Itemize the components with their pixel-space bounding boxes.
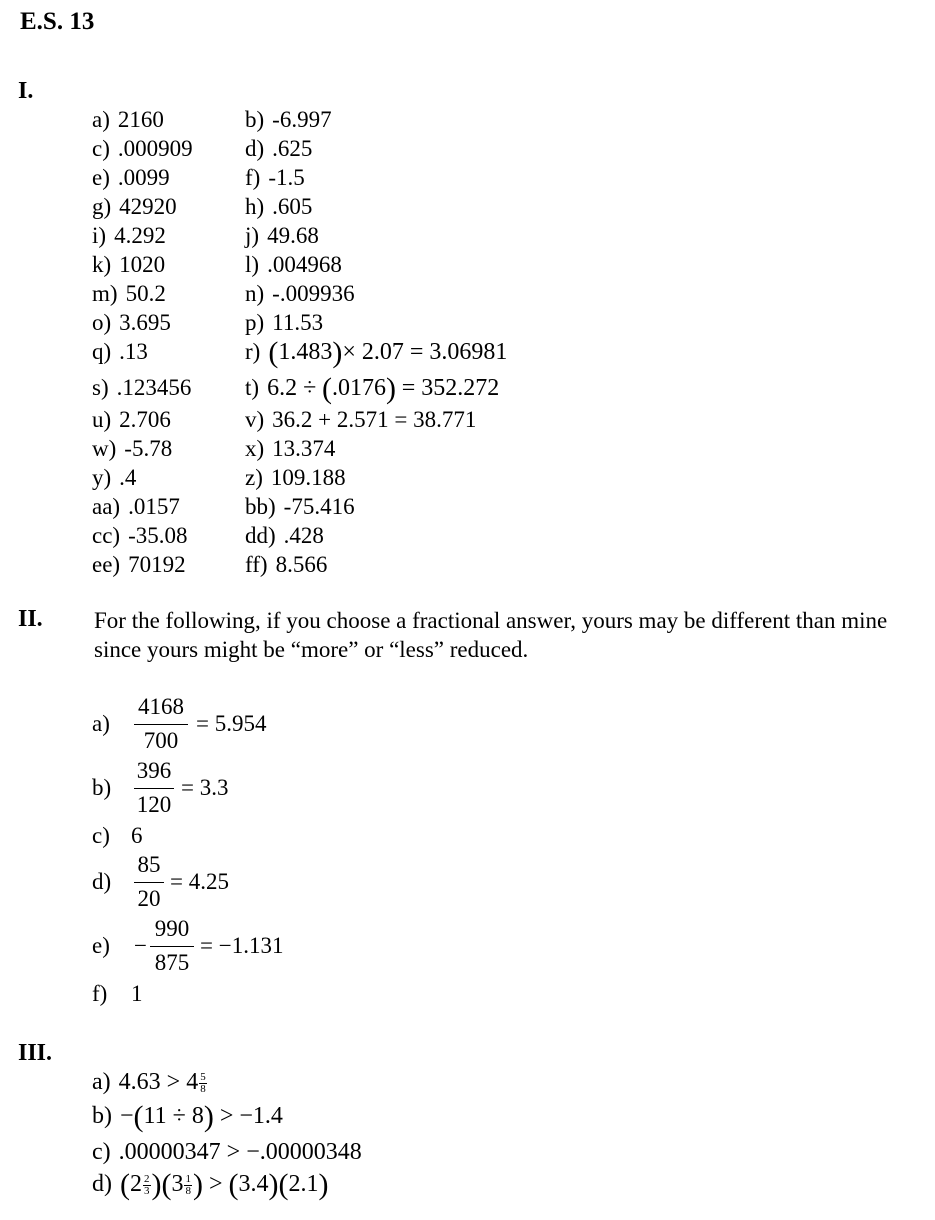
answer-item [92, 338, 148, 366]
answer-value: .0099 [117, 165, 170, 190]
answer-value: .0157 [128, 494, 180, 519]
item-label: v) [245, 407, 265, 432]
answer-item [92, 309, 171, 337]
item-label: b) [92, 1103, 112, 1129]
item-label: a) [92, 107, 110, 132]
item-label: c) [92, 1139, 111, 1165]
answer-item [92, 435, 172, 463]
fraction [134, 694, 188, 758]
answer-item [92, 522, 188, 550]
item-label: p) [245, 310, 265, 335]
item-label: m) [92, 281, 118, 306]
answer-item [245, 193, 312, 221]
expression-part: .0176 [331, 375, 386, 401]
fraction-bar [134, 788, 174, 789]
item-label: dd) [245, 523, 276, 548]
fraction-bar [134, 724, 188, 725]
comparison-right: > −1.4 [219, 1103, 283, 1129]
answer-value: -1.5 [268, 165, 305, 190]
fraction-bar [150, 946, 194, 947]
answer-item [92, 135, 193, 163]
small-fraction: $\frac{1}{8}$ [185, 1172, 191, 1197]
expression-part: 6.2 ÷ [267, 375, 317, 401]
answer-value: 4.292 [114, 223, 166, 248]
item-label: r) [245, 339, 261, 364]
item-label: d) [92, 1171, 112, 1197]
result: = 5.954 [196, 711, 267, 736]
item-label: d) [92, 869, 112, 894]
answer-value: 11.53 [272, 310, 324, 335]
section-3-item-d: d) (2 $\frac{2}{3}$ )(3 $\frac{1}{8}$ ) > (3.4)(2.1) [92, 1168, 329, 1201]
answer-item [245, 251, 342, 279]
inner-expression: 11 ÷ 8 [143, 1103, 204, 1129]
section-2-heading: II. [18, 606, 43, 632]
answer-value: 13.374 [272, 436, 336, 461]
answer-value: .13 [119, 339, 148, 364]
item-label: e) [92, 165, 110, 190]
section-3-item-c [92, 1138, 362, 1166]
item-label: ee) [92, 552, 121, 577]
item-label: e) [92, 933, 110, 958]
minus-sign: − [134, 933, 147, 958]
answer-item [245, 164, 305, 192]
answer-item [245, 309, 323, 337]
item-label: o) [92, 310, 112, 335]
item-label: a) [92, 1069, 111, 1095]
result: = 3.3 [181, 775, 229, 800]
factor: 2.1 [288, 1171, 319, 1197]
item-label: u) [92, 407, 112, 432]
fraction-bar [134, 882, 164, 883]
answer-item [245, 280, 355, 308]
item-label: d) [245, 136, 265, 161]
answer-value: .004968 [267, 252, 342, 277]
mixed-whole: 2 [130, 1171, 142, 1197]
numerator: 990 [154, 916, 190, 941]
answer-value: .605 [272, 194, 313, 219]
answer-value: 50.2 [125, 281, 166, 306]
answer-value: -75.416 [283, 494, 355, 519]
expression-part: 1.483 [278, 339, 333, 365]
answer-item [245, 551, 327, 579]
answer-item [92, 222, 166, 250]
answer-value: 49.68 [267, 223, 319, 248]
item-label: cc) [92, 523, 121, 548]
answer-item [92, 464, 136, 492]
section-3-item-b: b) −(11 ÷ 8) > −1.4 [92, 1100, 283, 1133]
answer-item [245, 106, 332, 134]
answer-value: .625 [272, 136, 313, 161]
item-label: n) [245, 281, 265, 306]
denominator: 700 [143, 728, 179, 753]
answer-item [92, 106, 164, 134]
answer-value: .000909 [117, 136, 193, 161]
answer-value: -6.997 [272, 107, 332, 132]
answer-value: 1020 [119, 252, 166, 277]
answer-value: 3.695 [119, 310, 171, 335]
item-label: b) [92, 775, 112, 800]
item-label: b) [245, 107, 265, 132]
answer-item [245, 464, 346, 492]
item-label: f) [245, 165, 261, 190]
item-label: z) [245, 465, 263, 490]
expression-result: × 2.07 = 3.06981 [342, 339, 508, 365]
item-label: bb) [245, 494, 276, 519]
answer-value: 1 [131, 981, 143, 1006]
small-fraction: $\frac{2}{3}$ [144, 1172, 150, 1197]
numerator: 396 [136, 758, 172, 783]
answer-item [92, 493, 180, 521]
section-2-intro: For the following, if you choose a fractional answer, yours may be different than mine since yours might be “more” or “less” reduced. [94, 608, 888, 662]
item-label: x) [245, 436, 265, 461]
page-title: E.S. 13 [20, 8, 95, 35]
answer-item [92, 164, 170, 192]
answer-item [245, 406, 476, 434]
numerator: 4168 [138, 694, 184, 719]
answer-value: -5.78 [124, 436, 173, 461]
item-label: l) [245, 252, 260, 277]
answer-value: 8.566 [275, 552, 328, 577]
fraction [150, 916, 194, 980]
answer-value: 6 [131, 823, 143, 848]
answer-item [92, 251, 165, 279]
item-label: c) [92, 136, 110, 161]
result: = −1.131 [200, 933, 284, 958]
factor: 3.4 [238, 1171, 269, 1197]
item-label: y) [92, 465, 112, 490]
denominator: 120 [136, 792, 172, 817]
answer-item [92, 406, 171, 434]
answer-item [245, 135, 312, 163]
section-1-heading: I. [18, 78, 34, 104]
comparison-left: 4.63 > 4 [118, 1069, 199, 1095]
answer-value: 36.2 + 2.571 = 38.771 [272, 407, 477, 432]
fraction [134, 758, 174, 822]
section-3-heading: III. [18, 1040, 53, 1066]
answer-item [245, 222, 319, 250]
result: = 4.25 [170, 869, 229, 894]
answer-item: r) (1.483)× 2.07 = 3.06981 [245, 336, 508, 369]
item-label: s) [92, 375, 109, 400]
answer-item [92, 374, 191, 402]
answer-value: 2.706 [119, 407, 171, 432]
item-label: g) [92, 194, 112, 219]
answer-item [245, 522, 324, 550]
answer-value: 109.188 [270, 465, 346, 490]
numerator: 85 [137, 852, 161, 877]
item-label: h) [245, 194, 265, 219]
minus-sign: − [120, 1103, 134, 1129]
item-label: aa) [92, 494, 121, 519]
item-label: q) [92, 339, 112, 364]
item-label: a) [92, 711, 110, 736]
answer-item [245, 435, 335, 463]
denominator: 20 [137, 886, 161, 911]
answer-value: -35.08 [128, 523, 188, 548]
answer-value: .123456 [116, 375, 192, 400]
item-label: j) [245, 223, 260, 248]
comparison-sign: > [208, 1171, 223, 1197]
item-label: c) [92, 823, 110, 848]
answer-value: 42920 [119, 194, 177, 219]
answer-value: 2160 [117, 107, 164, 132]
fraction [134, 852, 164, 916]
item-label: w) [92, 436, 117, 461]
answer-value: 70192 [128, 552, 186, 577]
answer-item [92, 280, 166, 308]
answer-item [92, 193, 177, 221]
item-label: k) [92, 252, 112, 277]
item-label: t) [245, 375, 260, 400]
answer-value: .428 [283, 523, 324, 548]
mixed-whole: 3 [171, 1171, 184, 1197]
answer-item [245, 493, 355, 521]
answer-item [92, 551, 186, 579]
answer-value: -.009936 [272, 281, 355, 306]
section-3-item-a [92, 1068, 208, 1096]
item-label: f) [92, 981, 108, 1006]
item-label: i) [92, 223, 107, 248]
answer-item: t) 6.2 ÷ (.0176) = 352.272 [245, 372, 500, 405]
small-fraction: $\frac{5}{8}$ [200, 1070, 206, 1095]
denominator: 875 [154, 950, 190, 975]
item-label: ff) [245, 552, 268, 577]
answer-value: .4 [119, 465, 137, 490]
expression-result: = 352.272 [401, 375, 500, 401]
comparison-text: .00000347 > −.00000348 [118, 1139, 362, 1165]
